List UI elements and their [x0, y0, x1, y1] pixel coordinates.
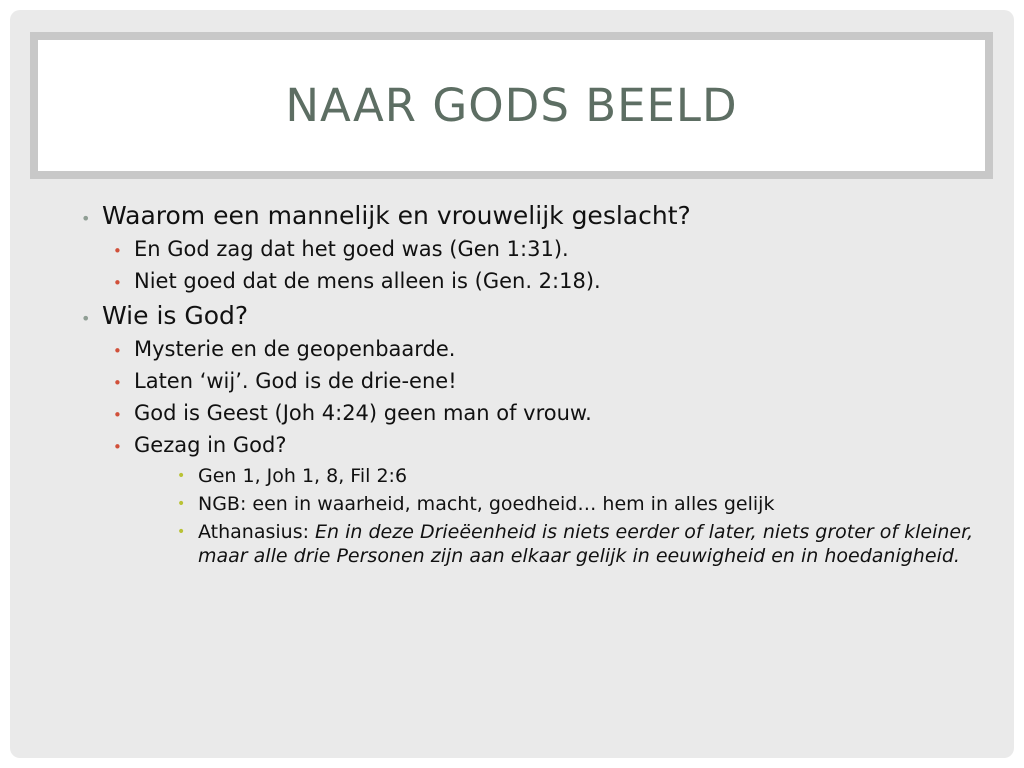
sub-bullet-list [102, 236, 978, 296]
sub-bullet-item [102, 336, 978, 363]
bullet-dot-icon: • [113, 406, 122, 425]
sub-bullet-item [102, 236, 978, 263]
sub-bullet-text: En God zag dat het goed was (Gen 1:31). [134, 237, 569, 261]
sub-bullet-item [102, 368, 978, 395]
sub-sub-bullet-list [134, 464, 978, 569]
bullet-dot-icon: • [177, 524, 186, 541]
bullet-dot-icon: • [113, 274, 122, 293]
sub-bullet-list [102, 336, 978, 569]
sub-sub-bullet-text: NGB: een in waarheid, macht, goedheid… hem in alles gelijk [198, 492, 775, 515]
sub-bullet-item [102, 400, 978, 427]
slide-title: NAAR GODS BEELD [285, 79, 738, 132]
sub-bullet-text: Laten ‘wij’. God is de drie-ene! [134, 368, 457, 393]
sub-bullet-text: Mysterie en de geopenbaarde. [134, 336, 456, 361]
sub-bullet-text: God is Geest (Joh 4:24) geen man of vrouw. [134, 401, 592, 426]
title-frame [30, 32, 993, 179]
bullet-item [78, 200, 978, 296]
bullet-dot-icon: • [81, 209, 91, 228]
sub-bullet-item [102, 268, 978, 295]
bullet-dot-icon: • [177, 495, 186, 512]
bullet-item [78, 300, 978, 569]
sub-sub-bullet-item [134, 464, 978, 488]
slide-body [78, 200, 978, 572]
sub-sub-bullet-text: Gen 1, Joh 1, 8, Fil 2:6 [198, 464, 408, 487]
bullet-dot-icon: • [113, 438, 122, 457]
bullet-text: Wie is God? [102, 300, 249, 330]
quote-italic: En in deze Drieëenheid is niets eerder of later, niets groter of kleiner, maar alle drie Personen zijn aan elkaar gelijk in eeuwigheid en in hoedanigheid. [198, 521, 974, 568]
bullet-list [78, 200, 978, 568]
sub-bullet-text: Niet goed dat de mens alleen is (Gen. 2:18). [134, 269, 601, 294]
sub-bullet-text: Gezag in God? [134, 433, 287, 458]
bullet-dot-icon: • [113, 341, 122, 360]
sub-bullet-item [102, 432, 978, 568]
title-panel [38, 40, 985, 171]
quote-text [198, 520, 978, 568]
quote-prefix: Athanasius: [198, 521, 316, 544]
bullet-dot-icon: • [113, 373, 122, 392]
bullet-text: Waarom een mannelijk en vrouwelijk geslacht? [102, 201, 691, 230]
bullet-dot-icon: • [113, 242, 122, 260]
bullet-dot-icon: • [81, 308, 91, 328]
sub-sub-bullet-item [134, 520, 978, 568]
bullet-dot-icon: • [177, 467, 186, 484]
slide [10, 10, 1014, 758]
sub-sub-bullet-item [134, 492, 978, 516]
